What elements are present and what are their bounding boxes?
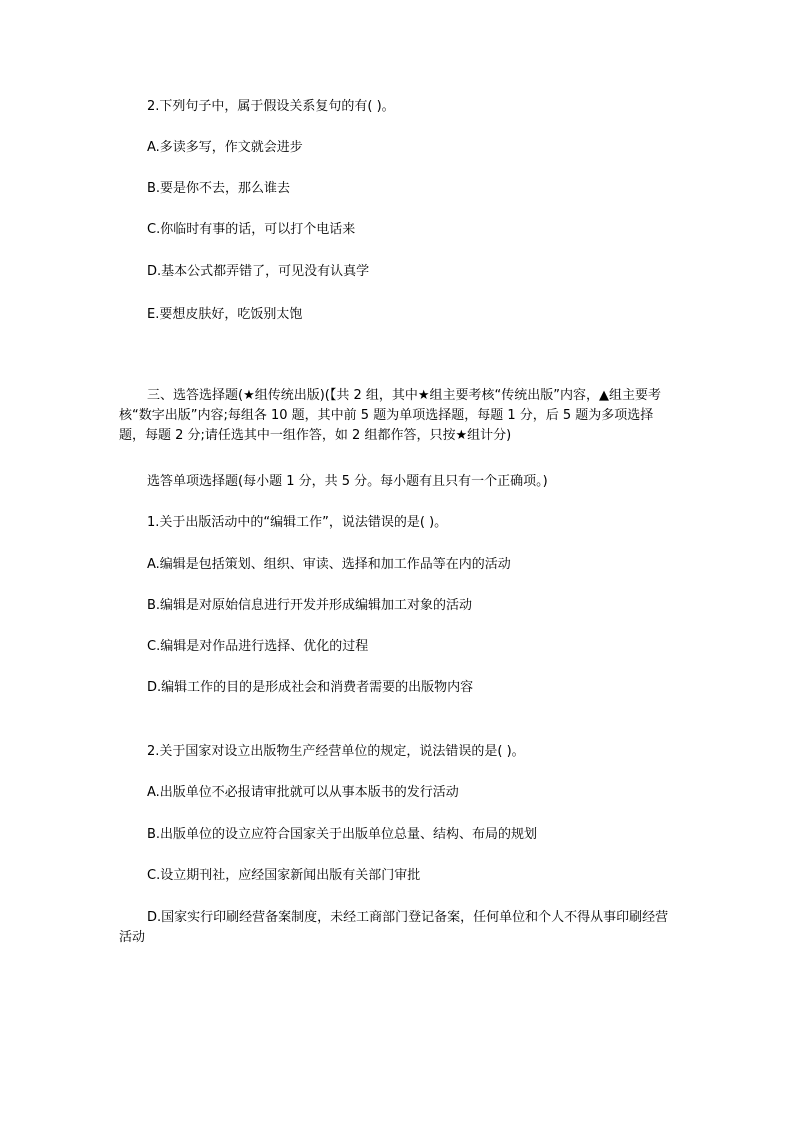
- question-2: 2.关于国家对设立出版物生产经营单位的规定，说法错误的是( )。: [147, 744, 525, 759]
- option-b: B.要是你不去，那么谁去: [147, 181, 291, 196]
- option-c: C.你临时有事的话，可以打个电话来: [147, 222, 356, 237]
- option-a: A.出版单位不必报请审批就可以从事本版书的发行活动: [147, 785, 459, 800]
- option-e: E.要想皮肤好，吃饭别太饱: [147, 307, 303, 322]
- option-c: C.编辑是对作品进行选择、优化的过程: [147, 639, 369, 654]
- section-subheading: 选答单项选择题(每小题 1 分，共 5 分。每小题有且只有一个正确项。): [147, 474, 548, 489]
- option-d: D.国家实行印刷经营备案制度，未经工商部门登记备案，任何单位和个人不得从事印刷经营活动: [119, 910, 669, 945]
- option-d: D.基本公式都弄错了，可见没有认真学: [147, 264, 370, 279]
- option-b: B.出版单位的设立应符合国家关于出版单位总量、结构、布局的规划: [147, 827, 538, 842]
- question-2-prev: 2.下列句子中，属于假设关系复句的有( )。: [147, 99, 395, 114]
- option-b: B.编辑是对原始信息进行开发并形成编辑加工对象的活动: [147, 598, 473, 613]
- option-c: C.设立期刊社，应经国家新闻出版有关部门审批: [147, 868, 421, 883]
- option-a: A.编辑是包括策划、组织、审读、选择和加工作品等在内的活动: [147, 557, 511, 572]
- option-a: A.多读多写，作文就会进步: [147, 140, 303, 155]
- section-heading: 三、选答选择题(★组传统出版)(【共 2 组，其中★组主要考核“传统出版”内容，▲组主要考核“数字出版”内容;每组各 10 题，其中前 5 题为单项选择题，每题 1 分，后 5 题为多项选择题，每题 2 分;请任选其中一组作答，如 2 组都作答，只按★组计分): [119, 388, 662, 443]
- question-1: 1.关于出版活动中的“编辑工作”，说法错误的是( )。: [147, 515, 448, 530]
- option-d: D.编辑工作的目的是形成社会和消费者需要的出版物内容: [147, 680, 474, 695]
